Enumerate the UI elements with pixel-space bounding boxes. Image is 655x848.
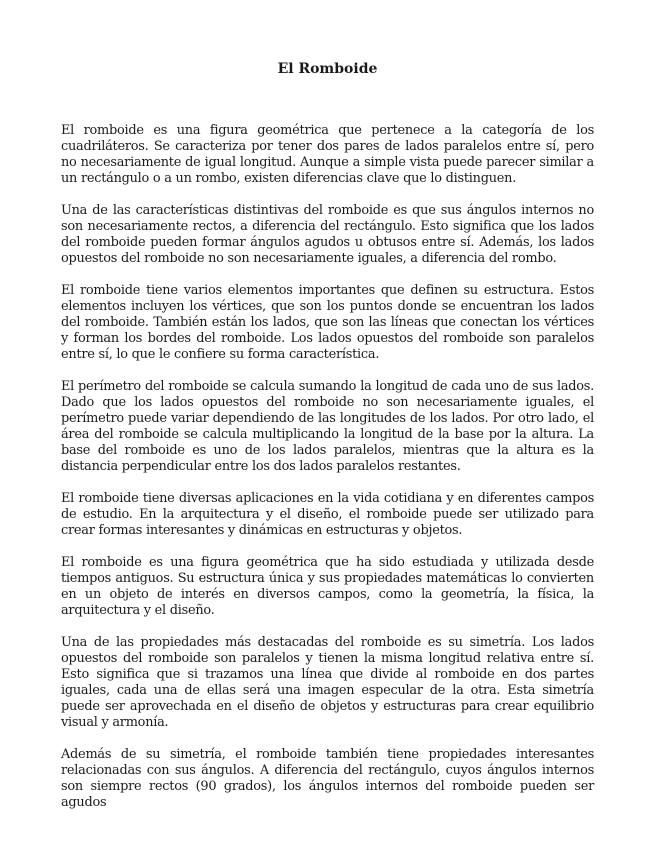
- document-body: [61, 123, 594, 827]
- paragraph-5: El romboide tiene diversas aplicaciones en la vida cotidiana y en diferentes campos de estudio. En la arquitectura y el diseño, el romboide puede ser utilizado para crear formas interesantes y dinámicas en estructuras y objetos.: [61, 491, 594, 538]
- paragraph-7: Una de las propiedades más destacadas del romboide es su simetría. Los lados opuestos del romboide son paralelos y tienen la misma longitud relativa entre sí. Esto significa que si trazamos una línea que divide al romboide en dos partes iguales, cada una de ellas será una imagen especular de la otra. Esta simetría puede ser aprovechada en el diseño de objetos y estructuras para crear equilibrio visual y armonía.: [61, 635, 594, 730]
- paragraph-3: El romboide tiene varios elementos importantes que definen su estructura. Estos elementos incluyen los vértices, que son los puntos donde se encuentran los lados del romboide. También están los lados, que son las líneas que conectan los vértices y forman los bordes del romboide. Los lados opuestos del romboide son paralelos entre sí, lo que le confiere su forma característica.: [61, 283, 594, 362]
- paragraph-2: Una de las características distintivas del romboide es que sus ángulos internos no son necesariamente rectos, a diferencia del rectángulo. Esto significa que los lados del romboide pueden formar ángulos agudos u obtusos entre sí. Además, los lados opuestos del romboide no son necesariamente iguales, a diferencia del rombo.: [61, 203, 594, 266]
- document-title: El Romboide: [277, 61, 378, 77]
- paragraph-6: El romboide es una figura geométrica que ha sido estudiada y utilizada desde tiempos antiguos. Su estructura única y sus propiedades matemáticas lo convierten en un objeto de interés en diversos campos, como la geometría, la física, la arquitectura y el diseño.: [61, 555, 594, 618]
- paragraph-4: El perímetro del romboide se calcula sumando la longitud de cada uno de sus lados. Dado que los lados opuestos del romboide no son necesariamente iguales, el perímetro puede variar dependiendo de las longitudes de los lados. Por otro lado, el área del romboide se calcula multiplicando la longitud de la base por la altura. La base del romboide es uno de los lados paralelos, mientras que la altura es la distancia perpendicular entre los dos lados paralelos restantes.: [61, 379, 594, 474]
- paragraph-8: Además de su simetría, el romboide también tiene propiedades interesantes relacionadas con sus ángulos. A diferencia del rectángulo, cuyos ángulos internos son siempre rectos (90 grados), los ángulos internos del romboide pueden ser agudos: [61, 747, 594, 810]
- paragraph-1: El romboide es una figura geométrica que pertenece a la categoría de los cuadriláteros. Se caracteriza por tener dos pares de lados paralelos entre sí, pero no necesariamente de igual longitud. Aunque a simple vista puede parecer similar a un rectángulo o a un rombo, existen diferencias clave que lo distinguen.: [61, 123, 594, 186]
